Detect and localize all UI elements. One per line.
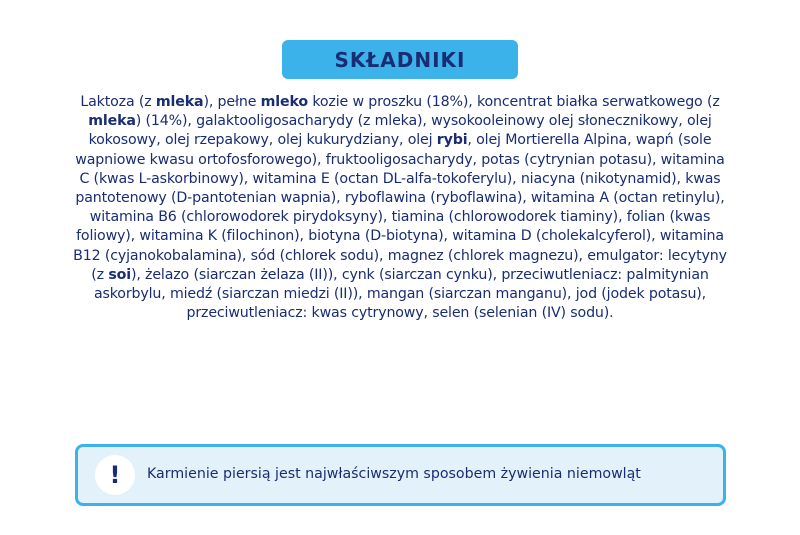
ingredients-segment: ), żelazo (siarczan żelaza (II)), cynk (siarczan cynku), przeciwutleniacz: palmitynian askorbylu, miedź (siarczan miedzi (II)), mangan (siarczan manganu), jod (jodek potasu), przeciwutleniacz: kwas cytrynowy, selen (selenian (IV) sodu). <box>93 266 709 322</box>
allergen-milk: mleko <box>260 94 308 110</box>
allergen-milk: mleka <box>155 94 204 110</box>
page-title: SKŁADNIKI <box>334 47 466 72</box>
exclamation-glyph: ! <box>109 461 121 489</box>
allergen-fish: rybi <box>436 132 468 149</box>
ingredients-segment: ), pełne <box>203 94 261 110</box>
ingredients-segment: kozie w proszku (18%), koncentrat białka serwatkowego (z <box>307 94 720 110</box>
breastfeeding-notice <box>75 444 726 506</box>
ingredients-list <box>72 93 728 323</box>
ingredients-segment: , olej Mortierella Alpina, wapń (sole wapniowe kwasu ortofosforowego), fruktooligosacharydy, potas (cytrynian potasu), witamina C (kwas L-askorbinowy), witamina E (octan DL-alfa-tokoferylu), niacyna (nikotynamid), kwas pantotenowy (D-pantotenian wapnia), ryboflawina (ryboflawina), witamina A (octan retinylu), witamina B6 (chlorowodorek pirydoksyny), tiamina (chlorowodorek tiaminy), folian (kwas foliowy), witamina K (filochinon), biotyna (D-biotyna), witamina D (cholekalcyferol), witamina B12 (cyjanokobalamina), sód (chlorek sodu), magnez (chlorek magnezu), emulgator: lecytyny (z <box>73 132 727 283</box>
allergen-milk: mleka <box>88 113 136 130</box>
allergen-soy: soi <box>108 266 131 283</box>
ingredients-segment: ) (14%), galaktooligosacharydy (z mleka), wysokooleinowy olej słonecznikowy, olej kokosowy, olej rzepakowy, olej kukurydziany, olej <box>88 113 712 149</box>
title-badge <box>282 40 518 79</box>
notice-text: Karmienie piersią jest najwłaściwszym sposobem żywienia niemowląt <box>147 466 641 482</box>
ingredients-segment: Laktoza (z <box>80 94 156 110</box>
exclamation-icon <box>95 455 135 495</box>
